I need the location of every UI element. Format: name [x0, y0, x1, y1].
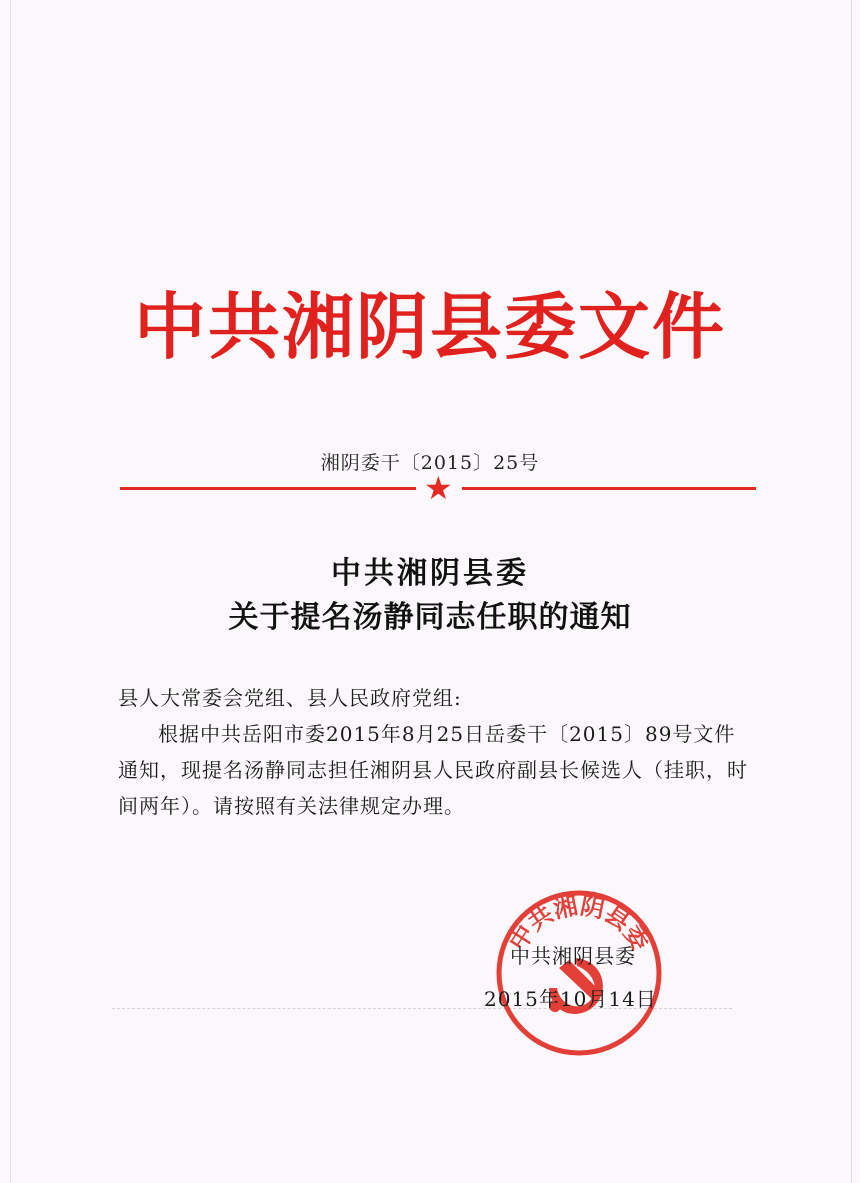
svg-text:中共湘阴县委: 中共湘阴县委 — [502, 890, 656, 956]
signature-date: 2015年10月14日 — [484, 987, 657, 1011]
notice-title-line2: 关于提名汤静同志任职的通知 — [228, 600, 632, 635]
red-rule-left — [120, 487, 416, 490]
body-paragraph: 根据中共岳阳市委2015年8月25日岳委干〔2015〕89号文件通知，现提名汤静同志担任湘阴县人民政府副县长候选人（挂职，时间两年）。请按照有关法律规定办理。 — [118, 722, 748, 818]
official-seal-icon — [494, 888, 664, 1058]
masthead-title: 中共湘阴县委文件 — [133, 284, 726, 369]
red-rule-right — [462, 487, 756, 490]
document-number: 湘阴委干〔2015〕25号 — [320, 452, 540, 474]
recipient-line: 县人大常委会党组、县人民政府党组: — [118, 686, 462, 710]
notice-title-line1: 中共湘阴县委 — [331, 556, 529, 591]
signature-org: 中共湘阴县委 — [510, 944, 636, 968]
star-icon: ★ — [424, 469, 453, 507]
